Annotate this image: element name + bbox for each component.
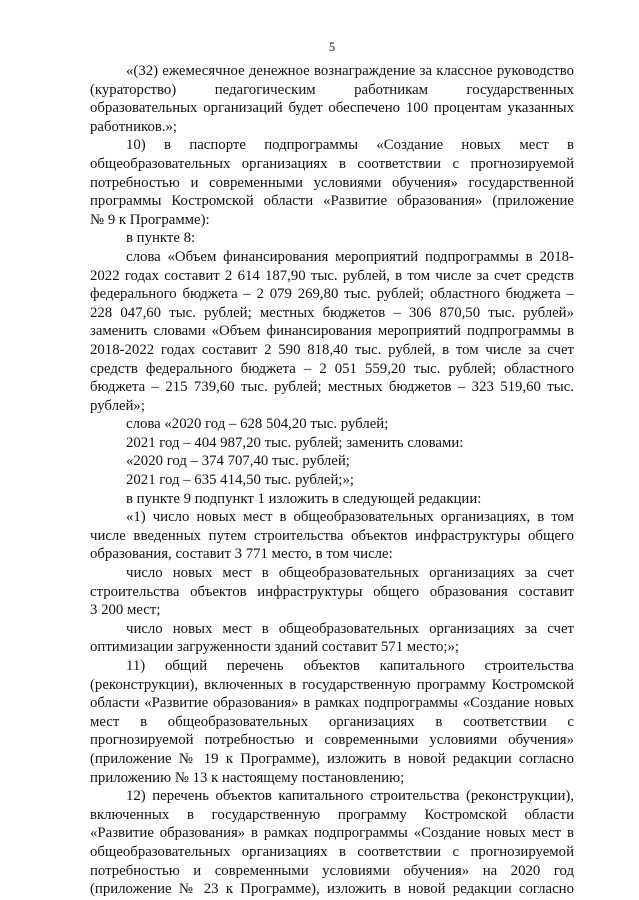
- text-line: в пункте 8:: [126, 230, 196, 247]
- text-line: заменить словами «Объем финансирования мероприятий подпрограммы в: [90, 323, 574, 340]
- text-line: общеобразовательных организациях в соответствии с прогнозируемой: [90, 155, 574, 172]
- text-line: строительства объектов инфраструктуры общего образования составит: [90, 583, 574, 600]
- text-line: потребностью и современными условиями обучения» на 2020 год: [90, 862, 574, 879]
- text-line: (реконструкции), включенных в государственную программу Костромской: [90, 676, 574, 693]
- text-line: числе введенных путем строительства объектов инфраструктуры общего: [90, 527, 574, 544]
- text-line: 10) в паспорте подпрограммы «Создание новых мест в: [126, 137, 574, 154]
- text-line: (кураторство) педагогическим работникам государственных: [90, 81, 574, 98]
- text-line: области «Развитие образования» в рамках подпрограммы «Создание новых: [90, 695, 574, 712]
- text-line: 2018-2022 годах составит 2 590 818,40 тыс. рублей, в том числе за счет: [90, 341, 574, 358]
- page-number: 5: [328, 40, 336, 54]
- text-line: образования, составит 3 771 место, в том числе:: [90, 546, 393, 563]
- text-line: 2021 год – 404 987,20 тыс. рублей; заменить словами:: [126, 434, 464, 451]
- text-line: 3 200 мест;: [90, 602, 161, 619]
- text-line: рублей»;: [90, 397, 145, 414]
- text-line: слова «2020 год – 628 504,20 тыс. рублей;: [126, 416, 389, 433]
- text-line: бюджета – 215 739,60 тыс. рублей; местных бюджетов – 323 519,60 тыс.: [90, 379, 574, 396]
- text-line: средств федерального бюджета – 2 051 559,20 тыс. рублей; областного: [90, 360, 574, 377]
- text-line: 2021 год – 635 414,50 тыс. рублей;»;: [126, 472, 355, 489]
- text-line: 11) общий перечень объектов капитального строительства: [126, 658, 574, 674]
- text-line: 12) перечень объектов капитального строительства (реконструкции),: [126, 788, 574, 805]
- document-page: [90, 0, 574, 900]
- text-line: работников.»;: [90, 118, 178, 135]
- text-line: потребностью и современными условиями обучения» государственной: [90, 174, 574, 191]
- text-line: программы Костромской области «Развитие образования» (приложение: [90, 193, 574, 210]
- text-line: 228 047,60 тыс. рублей; местных бюджетов – 306 870,50 тыс. рублей»: [90, 304, 574, 321]
- text-line: «Развитие образования» в рамках подпрограммы «Создание новых мест в: [90, 825, 574, 842]
- text-line: приложению № 13 к настоящему постановлению;: [90, 769, 405, 786]
- text-line: в пункте 9 подпункт 1 изложить в следующей редакции:: [126, 490, 482, 507]
- text-line: «2020 год – 374 707,40 тыс. рублей;: [126, 453, 350, 470]
- text-line: федерального бюджета – 2 079 269,80 тыс. рублей; областного бюджета –: [90, 286, 574, 303]
- text-line: № 9 к Программе):: [90, 211, 210, 228]
- text-line: мест в общеобразовательных организациях в соответствии с: [90, 713, 574, 730]
- text-line: слова «Объем финансирования мероприятий подпрограммы в 2018-: [126, 248, 574, 265]
- text-line: число новых мест в общеобразовательных организациях за счет: [126, 565, 574, 582]
- document-body: [90, 62, 574, 899]
- text-line: число новых мест в общеобразовательных организациях за счет: [126, 620, 574, 637]
- text-line: (приложение № 23 к Программе), изложить в новой редакции согласно: [90, 881, 574, 898]
- text-line: прогнозируемой потребностью и современными условиями обучения»: [90, 732, 574, 749]
- text-line: общеобразовательных организациях в соответствии с прогнозируемой: [90, 843, 574, 860]
- text-line: «1) число новых мест в общеобразовательных организациях, в том: [126, 509, 574, 526]
- text-line: «(32) ежемесячное денежное вознаграждение за классное руководство: [126, 63, 574, 79]
- text-line: оптимизации загруженности зданий составит 571 место;»;: [90, 639, 459, 656]
- text-line: включенных в государственную программу Костромской области: [90, 806, 574, 823]
- text-line: (приложение № 19 к Программе), изложить в новой редакции согласно: [90, 750, 574, 767]
- text-line: образовательных организаций будет обеспечено 100 процентам указанных: [90, 100, 574, 117]
- text-line: 2022 годах составит 2 614 187,90 тыс. рублей, в том числе за счет средств: [90, 267, 574, 284]
